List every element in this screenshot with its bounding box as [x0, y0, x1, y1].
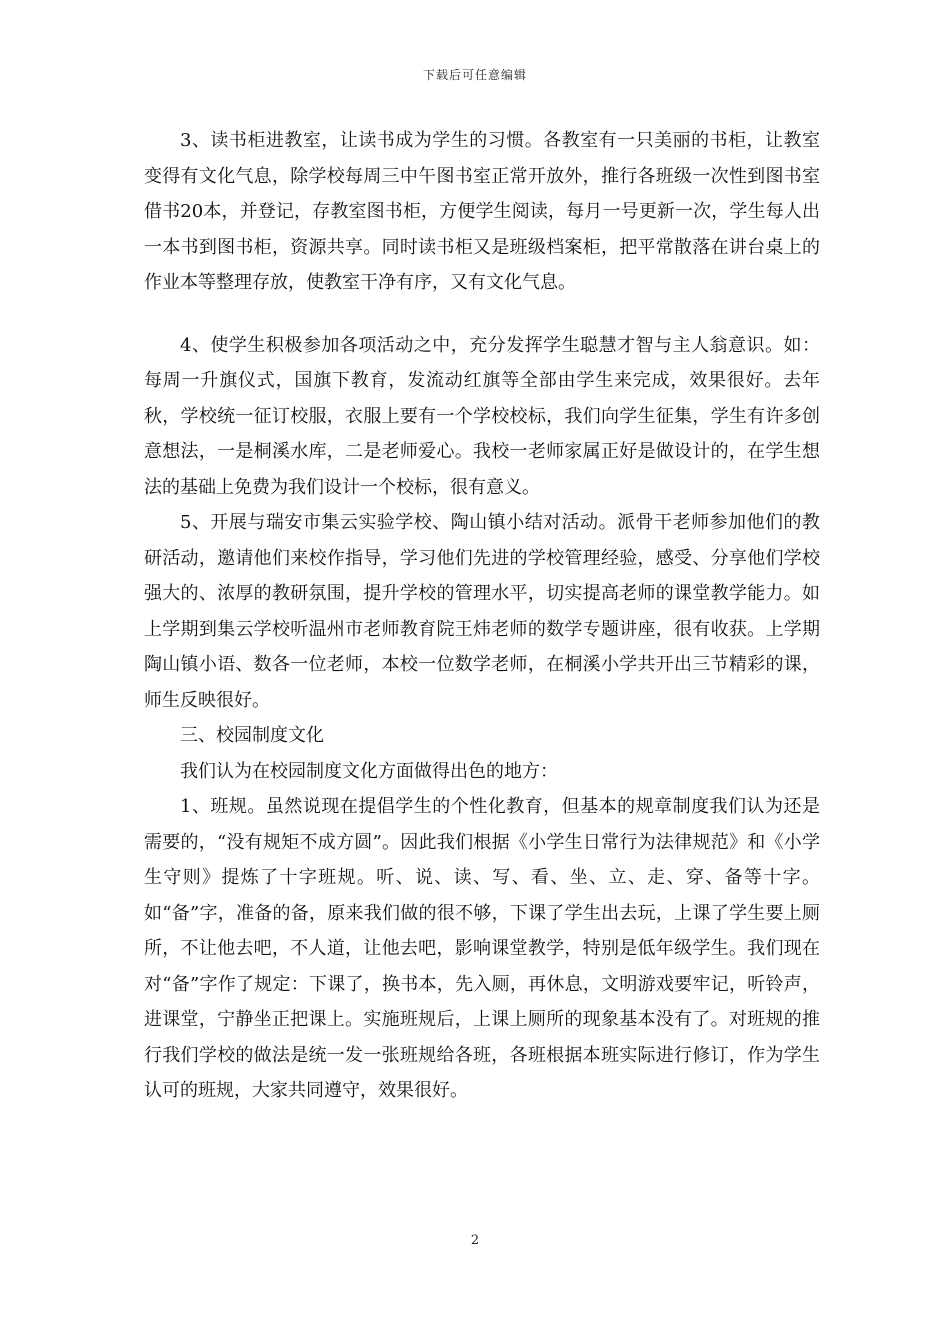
page-header: 下载后可任意编辑: [422, 68, 527, 82]
paragraph-school-pairing: 5、开展与瑞安市集云实验学校、陶山镇小结对活动。派骨干老师参加他们的教研活动，邀请他们来校作指导，学习他们先进的学校管理经验，感受、分享他们学校强大的、浓厚的教研氛围，提升学校的管理水平，切实提高老师的课堂教学能力。如上学期到集云学校听温州市老师教育院王炜老师的数学专题讲座，很有收获。上学期陶山镇小语、数各一位老师，本校一位数学老师，在桐溪小学共开出三节精彩的课，师生反映很好。: [144, 512, 820, 711]
paragraph-student-activities: 4、使学生积极参加各项活动之中，充分发挥学生聪慧才智与主人翁意识。如：每周一升旗仪式，国旗下教育，发流动红旗等全部由学生来完成，效果很好。去年秋，学校统一征订校服，衣服上要有一个学校校标，我们向学生征集，学生有许多创意想法，一是桐溪水库，二是老师爱心。我校一老师家属正好是做设计的，在学生想法的基础上免费为我们设计一个校标，很有意义。: [144, 334, 820, 498]
paragraph-class-rules: 1、班规。虽然说现在提倡学生的个性化教育，但基本的规章制度我们认为还是需要的，“没有规矩不成方圆”。因此我们根据《小学生日常行为法律规范》和《小学生守则》提炼了十字班规。听、说、读、写、看、坐、立、走、穿、备等十字。如“备”字，准备的备，原来我们做的很不够，下课了学生出去玩，上课了学生要上厕所，不让他去吧，不人道，让他去吧，影响课堂教学，特别是低年级学生。我们现在对“备”字作了规定：下课了，换书本，先入厕，再休息，文明游戏要牢记，听铃声，进课堂，宁静坐正把课上。实施班规后，上课上厕所的现象基本没有了。对班规的推行我们学校的做法是统一发一张班规给各班，各班根据本班实际进行修订，作为学生认可的班规，大家共同遵守，效果很好。: [144, 796, 820, 1101]
paragraph-reading-cabinet: 3、读书柜进教室，让读书成为学生的习惯。各教室有一只美丽的书柜，让教室变得有文化气息，除学校每周三中午图书室正常开放外，推行各班级一次性到图书室借书20本，并登记，存教室图书柜，方便学生阅读，每月一号更新一次，学生每人出一本书到图书柜，资源共享。同时读书柜又是班级档案柜，把平常散落在讲台桌上的作业本等整理存放，使教室干净有序，又有文化气息。: [144, 130, 820, 293]
paragraph-gap: [144, 301, 820, 328]
page-number: 2: [470, 1233, 480, 1248]
paragraph-intro-system-culture: 我们认为在校园制度文化方面做得出色的地方：: [180, 760, 558, 782]
section-heading-system-culture: 三、校园制度文化: [180, 725, 324, 746]
document-body: [144, 123, 820, 1109]
